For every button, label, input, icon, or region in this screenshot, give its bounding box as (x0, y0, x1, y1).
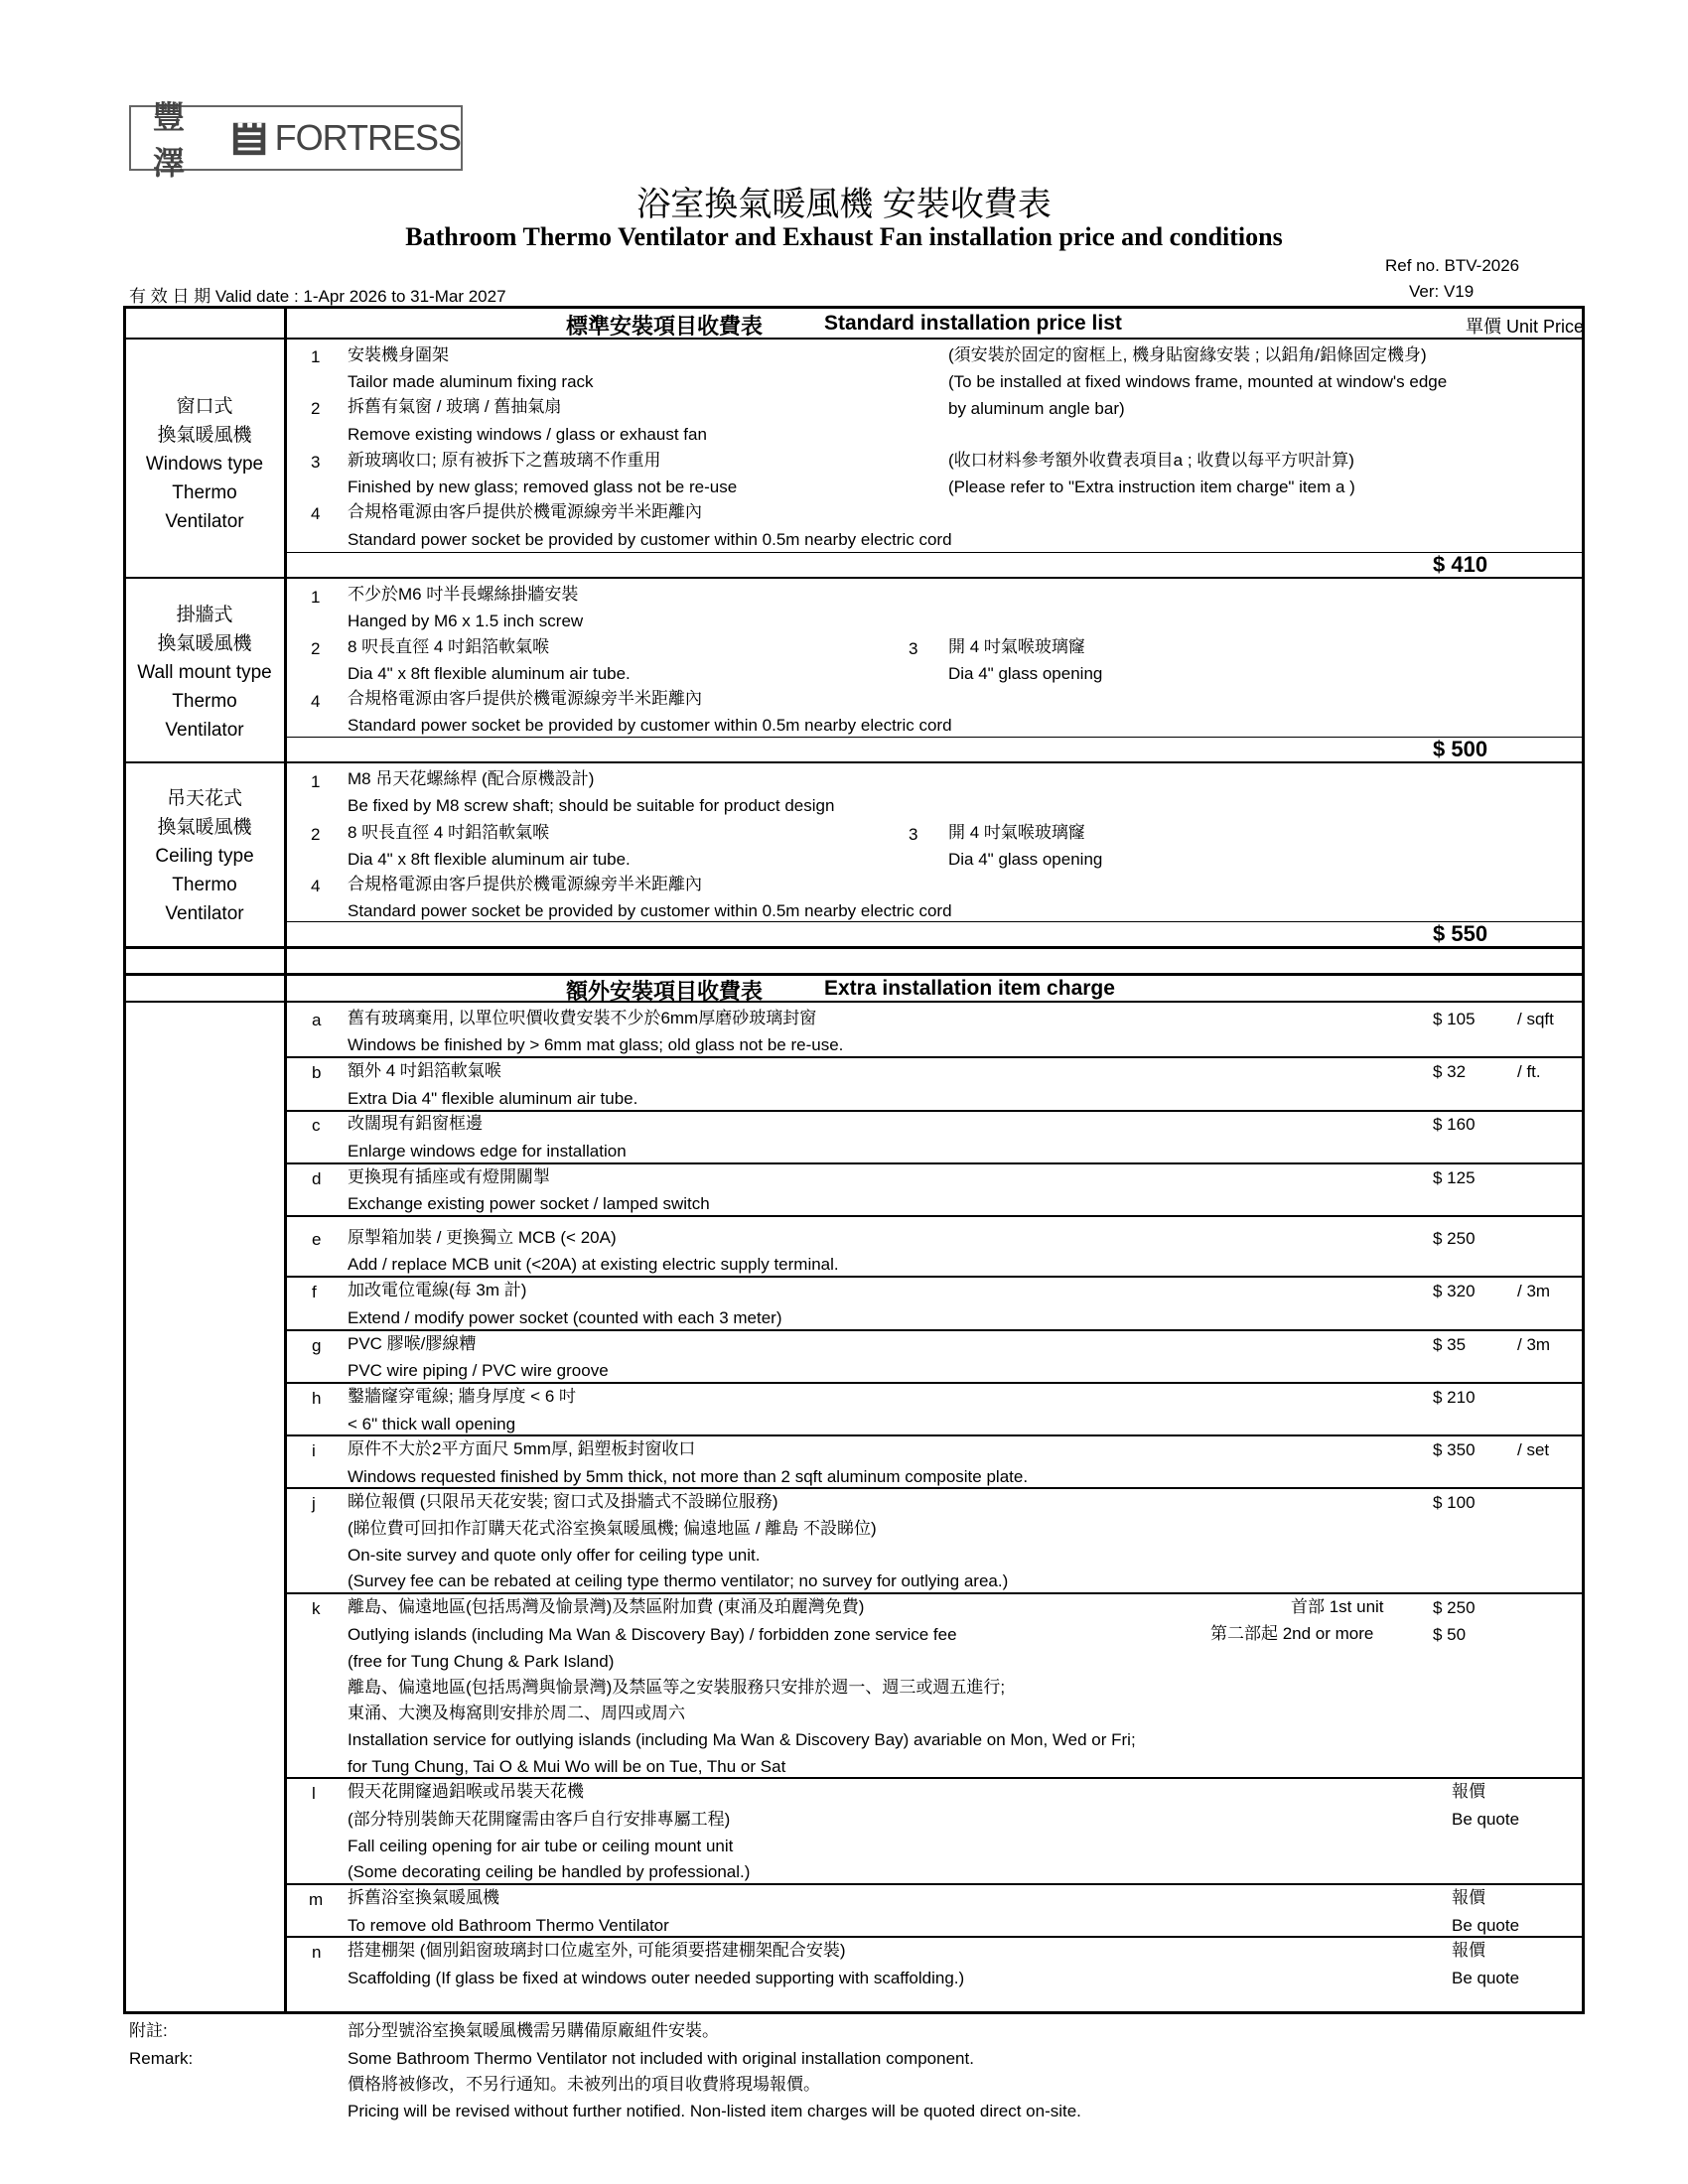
category-line: Thermo (172, 482, 237, 503)
remark-line: Some Bathroom Thermo Ventilator not included with original installation component. (348, 2049, 974, 2068)
item-number: 1 (311, 588, 321, 607)
item-en: On-site survey and quote only offer for ceiling type unit. (348, 1546, 761, 1565)
category-line: 吊天花式 (166, 788, 242, 809)
category-line: Thermo (172, 875, 237, 895)
item-number: 4 (311, 692, 321, 711)
table-column-divider (284, 306, 287, 2014)
valid-date: 有 效 日 期 Valid date : 1-Apr 2026 to 31-Mar 2027 (129, 287, 506, 306)
table-border-right (1582, 306, 1585, 2014)
item-key: i (312, 1441, 316, 1460)
item-en: (Survey fee can be rebated at ceiling type thermo ventilator; no survey for outlying area.) (348, 1571, 1009, 1590)
table-border-left (123, 306, 126, 2014)
extra-header-en: Extra installation item charge (824, 977, 1115, 1000)
item-en: Dia 4" x 8ft flexible aluminum air tube. (348, 664, 631, 683)
item-en: Dia 4" glass opening (948, 850, 1103, 869)
category-line: 換氣暖風機 (157, 633, 252, 654)
item-en: Windows requested finished by 5mm thick, not more than 2 sqft aluminum composite plate. (348, 1467, 1029, 1486)
category-line: Ventilator (165, 720, 244, 741)
item-cn: 8 呎長直徑 4 吋鋁箔軟氣喉 (348, 637, 550, 656)
item-key: g (312, 1336, 322, 1355)
item-key: l (312, 1784, 316, 1803)
remark-cn: (收口材料參考額外收費表項目a ; 收費以每平方呎計算) (948, 451, 1354, 470)
remark-line: 部分型號浴室換氣暖風機需另購備原廠組件安裝。 (348, 2021, 719, 2040)
item-price: $ 350 (1433, 1440, 1476, 1459)
remark-label-cn: 附註: (129, 2021, 168, 2040)
item-cn: 改闊現有鋁窗框邊 (348, 1114, 483, 1133)
remark-label-en: Remark: (129, 2049, 194, 2068)
item-key: d (312, 1169, 322, 1188)
item-number: 1 (311, 347, 321, 366)
item-cn: 拆舊有氣窗 / 玻璃 / 舊抽氣扇 (348, 397, 562, 416)
std-header-en: Standard installation price list (824, 312, 1122, 335)
category-window (125, 392, 284, 536)
item-key: c (312, 1116, 321, 1135)
remark-line: Pricing will be revised without further notified. Non-listed item charges will be quoted direct on-site. (348, 2102, 1081, 2120)
item-en: for Tung Chung, Tai O & Mui Wo will be on Tue, Thu or Sat (348, 1757, 786, 1776)
item-key: m (309, 1890, 324, 1909)
category-line: Windows type (145, 454, 264, 475)
brand-name-cn: 豐澤 (153, 98, 192, 182)
quote-cn: 報價 (1452, 1941, 1485, 1960)
item-cn: M8 吊天花螺絲桿 (配合原機設計) (348, 769, 595, 788)
section-line (123, 577, 1585, 579)
item-number: 3 (909, 639, 918, 658)
std-header-cn: 標準安裝項目收費表 (566, 314, 764, 339)
category-wall (125, 601, 284, 745)
item-en: Be fixed by M8 screw shaft; should be suitable for product design (348, 796, 835, 815)
page-title-en: Bathroom Thermo Ventilator and Exhaust Fan installation price and conditions (405, 222, 1283, 251)
price-window: $ 410 (1433, 552, 1488, 577)
item-cn: 東涌、大澳及梅窩則安排於周二、周四或周六 (348, 1704, 685, 1722)
item-number: 4 (311, 504, 321, 523)
item-en: Hanged by M6 x 1.5 inch screw (348, 612, 584, 630)
item-en: Finished by new glass; removed glass not be re-use (348, 478, 738, 496)
tier-label: 第二部起 2nd or more (1210, 1624, 1374, 1643)
item-cn: 合規格電源由客戶提供於機電源線旁半米距離內 (348, 875, 702, 893)
item-cn: 合規格電源由客戶提供於機電源線旁半米距離內 (348, 502, 702, 521)
category-line: Thermo (172, 691, 237, 712)
item-en: Remove existing windows / glass or exhaust fan (348, 425, 707, 444)
item-key: h (312, 1389, 322, 1408)
ref-no: Ref no. BTV-2026 (1385, 256, 1520, 275)
item-price: $ 250 (1433, 1229, 1476, 1248)
item-cn: 搭建棚架 (個別鋁窗玻璃封口位處室外, 可能須要搭建棚架配合安裝) (348, 1941, 846, 1960)
item-cn: PVC 膠喉/膠線糟 (348, 1334, 477, 1353)
remark-en: (To be installed at fixed windows frame, mounted at window's edge (948, 372, 1448, 391)
item-en: To remove old Bathroom Thermo Ventilator (348, 1916, 669, 1935)
extra-header-cn: 額外安裝項目收費表 (566, 979, 764, 1004)
item-en: Scaffolding (If glass be fixed at windows outer needed supporting with scaffolding.) (348, 1969, 965, 1987)
item-cn: 合規格電源由客戶提供於機電源線旁半米距離內 (348, 689, 702, 708)
item-cn: 原掣箱加裝 / 更換獨立 MCB (< 20A) (348, 1228, 617, 1247)
item-price: $ 125 (1433, 1168, 1476, 1187)
item-cn: 開 4 吋氣喉玻璃窿 (948, 637, 1085, 656)
quote-en: Be quote (1452, 1810, 1520, 1829)
category-line: 掛牆式 (176, 605, 233, 625)
item-en: Exchange existing power socket / lamped switch (348, 1194, 710, 1213)
item-cn: 睇位報價 (只限吊天花安裝; 窗口式及掛牆式不設睇位服務) (348, 1492, 778, 1511)
castle-tower-icon (230, 118, 268, 158)
item-unit: / set (1517, 1440, 1550, 1459)
unit-price-label: 單價 Unit Price (1466, 317, 1585, 337)
item-cn: 假天花開窿過鋁喉或吊裝天花機 (348, 1782, 584, 1801)
price-wall: $ 500 (1433, 737, 1488, 761)
item-price: $ 35 (1433, 1335, 1467, 1354)
item-price: $ 210 (1433, 1388, 1476, 1407)
quote-cn: 報價 (1452, 1888, 1485, 1907)
table-border-top (123, 306, 1585, 309)
category-line: Ventilator (165, 511, 244, 532)
quote-en: Be quote (1452, 1916, 1520, 1935)
item-number: 2 (311, 825, 321, 844)
tier-label: 首部 1st unit (1291, 1597, 1384, 1616)
item-price: $ 250 (1433, 1598, 1476, 1617)
item-cn: 額外 4 吋鋁箔軟氣喉 (348, 1061, 501, 1080)
item-en: (Some decorating ceiling be handled by professional.) (348, 1862, 751, 1881)
item-number: 2 (311, 639, 321, 658)
item-en: Extra Dia 4" flexible aluminum air tube. (348, 1089, 638, 1108)
table-border-bottom (123, 2011, 1585, 2014)
item-cn: 原件不大於2平方面尺 5mm厚, 鋁塑板封窗收口 (348, 1439, 696, 1458)
item-en: Fall ceiling opening for air tube or ceiling mount unit (348, 1837, 734, 1855)
quote-en: Be quote (1452, 1969, 1520, 1987)
item-en: Standard power socket be provided by customer within 0.5m nearby electric cord (348, 530, 952, 549)
item-cn: 離島、偏遠地區(包括馬灣與愉景灣)及禁區等之安裝服務只安排於週一、週三或週五進行; (348, 1678, 1006, 1697)
item-en: PVC wire piping / PVC wire groove (348, 1361, 609, 1380)
item-number: 1 (311, 772, 321, 791)
brand-name-en: FORTRESS (274, 117, 461, 158)
item-number: 3 (311, 453, 321, 472)
item-en: Dia 4" glass opening (948, 664, 1103, 683)
item-en: Outlying islands (including Ma Wan & Discovery Bay) / forbidden zone service fee (348, 1625, 957, 1644)
item-cn: 新玻璃收口; 原有被拆下之舊玻璃不作重用 (348, 451, 661, 470)
brand-logo (129, 98, 463, 182)
item-cn: 安裝機身圍架 (348, 345, 449, 364)
item-en: Enlarge windows edge for installation (348, 1142, 627, 1160)
item-en: Tailor made aluminum fixing rack (348, 372, 594, 391)
item-price: $ 105 (1433, 1010, 1476, 1028)
category-line: 換氣暖風機 (157, 817, 252, 838)
item-price: $ 32 (1433, 1062, 1467, 1081)
item-price: $ 50 (1433, 1625, 1467, 1644)
item-cn: 更換現有插座或有燈開關掣 (348, 1167, 550, 1186)
row-line (284, 552, 1585, 553)
item-cn: 舊有玻璃棄用, 以單位呎價收費安裝不少於6mm厚磨砂玻璃封窗 (348, 1009, 817, 1027)
item-cn: 拆舊浴室換氣暖風機 (348, 1888, 499, 1907)
item-en: < 6" thick wall opening (348, 1415, 516, 1433)
page-title-cn: 浴室換氣暖風機 安裝收費表 (636, 186, 1052, 223)
item-cn: 8 呎長直徑 4 吋鋁箔軟氣喉 (348, 823, 550, 842)
item-cn: 加改電位電線(每 3m 計) (348, 1281, 527, 1299)
item-key: a (312, 1011, 322, 1029)
item-number: 4 (311, 877, 321, 895)
item-en: Installation service for outlying islands (including Ma Wan & Discovery Bay) avariable on Mon, Wed or Fri; (348, 1730, 1136, 1749)
item-cn: (睇位費可回扣作訂購天花式浴室換氣暖風機; 偏遠地區 / 離島 不設睇位) (348, 1519, 877, 1538)
item-cn: 鑿牆窿穿電線; 牆身厚度 < 6 吋 (348, 1387, 576, 1406)
item-number: 3 (909, 825, 918, 844)
category-line: Ceiling type (155, 846, 254, 867)
remark-line: 價格將被修改，不另行通知。未被列出的項目收費將現場報價。 (348, 2075, 820, 2094)
item-unit: / 3m (1517, 1282, 1551, 1300)
remark-cn: (須安裝於固定的窗框上, 機身貼窗緣安裝 ; 以鋁角/鋁條固定機身) (948, 345, 1427, 364)
quote-cn: 報價 (1452, 1782, 1485, 1801)
category-ceiling (125, 784, 284, 928)
price-ceiling: $ 550 (1433, 921, 1488, 946)
remark-en: by aluminum angle bar) (948, 399, 1125, 418)
item-unit: / sqft (1517, 1010, 1554, 1028)
item-key: j (312, 1494, 316, 1513)
item-price: $ 160 (1433, 1115, 1476, 1134)
item-cn: 不少於M6 吋半長螺絲掛牆安裝 (348, 585, 579, 604)
item-unit: / ft. (1517, 1062, 1541, 1081)
section-line (123, 973, 1585, 976)
item-key: e (312, 1230, 322, 1249)
item-price: $ 320 (1433, 1282, 1476, 1300)
item-key: b (312, 1063, 322, 1082)
remark-en: (Please refer to "Extra instruction item charge" item a ) (948, 478, 1355, 496)
item-cn: 開 4 吋氣喉玻璃窿 (948, 823, 1085, 842)
item-unit: / 3m (1517, 1335, 1551, 1354)
version: Ver: V19 (1409, 282, 1475, 301)
item-en: Dia 4" x 8ft flexible aluminum air tube. (348, 850, 631, 869)
section-line (123, 761, 1585, 763)
item-en: Add / replace MCB unit (<20A) at existing electric supply terminal. (348, 1255, 839, 1274)
item-en: Standard power socket be provided by customer within 0.5m nearby electric cord (348, 716, 952, 735)
category-line: Ventilator (165, 903, 244, 924)
std-header-line (123, 338, 1585, 340)
item-price: $ 100 (1433, 1493, 1476, 1512)
item-key: f (312, 1283, 317, 1301)
extra-header-line (123, 1001, 1585, 1003)
item-key: k (312, 1599, 321, 1618)
item-cn: 離島、偏遠地區(包括馬灣及愉景灣)及禁區附加費 (東涌及珀麗灣免費) (348, 1597, 865, 1616)
item-number: 2 (311, 399, 321, 418)
item-key: n (312, 1943, 322, 1962)
item-en: (free for Tung Chung & Park Island) (348, 1652, 615, 1671)
item-en: Standard power socket be provided by customer within 0.5m nearby electric cord (348, 901, 952, 920)
item-en: Extend / modify power socket (counted with each 3 meter) (348, 1308, 782, 1327)
item-cn: (部分特別裝飾天花開窿需由客戶自行安排專屬工程) (348, 1810, 731, 1829)
section-line (123, 946, 1585, 949)
category-line: Wall mount type (137, 662, 272, 683)
item-en: Windows be finished by > 6mm mat glass; old glass not be re-use. (348, 1035, 844, 1054)
category-line: 窗口式 (176, 396, 233, 417)
category-line: 換氣暖風機 (157, 425, 252, 446)
